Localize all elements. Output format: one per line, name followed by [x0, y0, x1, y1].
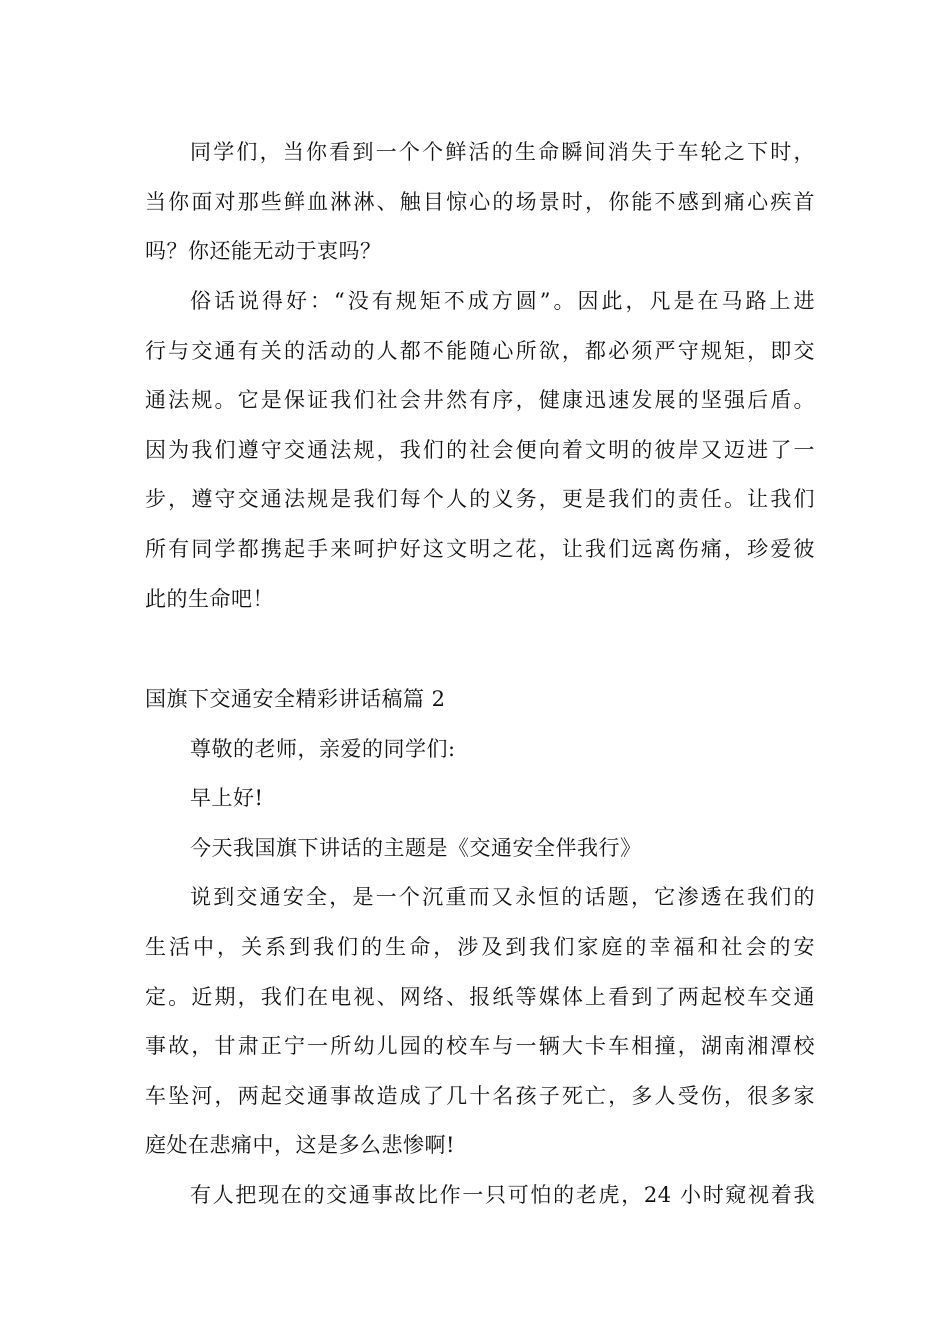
paragraph-3-line-5: 车坠河，两起交通事故造成了几十名孩子死亡，多人受伤，很多家	[145, 1084, 815, 1108]
section-title: 国旗下交通安全精彩讲话稿篇 2	[145, 687, 446, 711]
paragraph-1-line-2: 当你面对那些鲜血淋淋、触目惊心的场景时，你能不感到痛心疾首	[145, 190, 815, 214]
good-morning: 早上好!	[190, 786, 264, 810]
paragraph-2-line-1: 俗话说得好：“没有规矩不成方圆”。因此，凡是在马路上进	[190, 289, 815, 313]
greeting: 尊敬的老师，亲爱的同学们:	[190, 737, 456, 761]
paragraph-4-line-1: 有人把现在的交通事故比作一只可怕的老虎，24 小时窥视着我	[190, 1183, 815, 1207]
paragraph-3-line-1: 说到交通安全，是一个沉重而又永恒的话题，它渗透在我们的	[190, 885, 815, 909]
paragraph-3-line-4: 事故，甘肃正宁一所幼儿园的校车与一辆大卡车相撞，湖南湘潭校	[145, 1034, 815, 1058]
paragraph-1-line-3: 吗？你还能无动于衷吗？	[145, 239, 382, 263]
paragraph-2-line-5: 步，遵守交通法规是我们每个人的义务，更是我们的责任。让我们	[145, 487, 815, 511]
paragraph-2-line-6: 所有同学都携起手来呵护好这文明之花，让我们远离伤痛，珍爱彼	[145, 537, 815, 561]
paragraph-3-line-3: 定。近期，我们在电视、网络、报纸等媒体上看到了两起校车交通	[145, 985, 815, 1009]
paragraph-2-line-3: 通法规。它是保证我们社会井然有序，健康迅速发展的坚强后盾。	[145, 388, 815, 412]
paragraph-2-line-7: 此的生命吧！	[145, 587, 274, 611]
paragraph-2-line-2: 行与交通有关的活动的人都不能随心所欲，都必须严守规矩，即交	[145, 339, 815, 363]
paragraph-2-line-4: 因为我们遵守交通法规，我们的社会便向着文明的彼岸又迈进了一	[145, 438, 815, 462]
paragraph-3-line-2: 生活中，关系到我们的生命，涉及到我们家庭的幸福和社会的安	[145, 935, 815, 959]
speech-topic: 今天我国旗下讲话的主题是《交通安全伴我行》	[190, 836, 642, 860]
paragraph-3-line-6: 庭处在悲痛中，这是多么悲惨啊!	[145, 1133, 455, 1157]
paragraph-1-line-1: 同学们，当你看到一个个鲜活的生命瞬间消失于车轮之下时，	[190, 140, 815, 164]
